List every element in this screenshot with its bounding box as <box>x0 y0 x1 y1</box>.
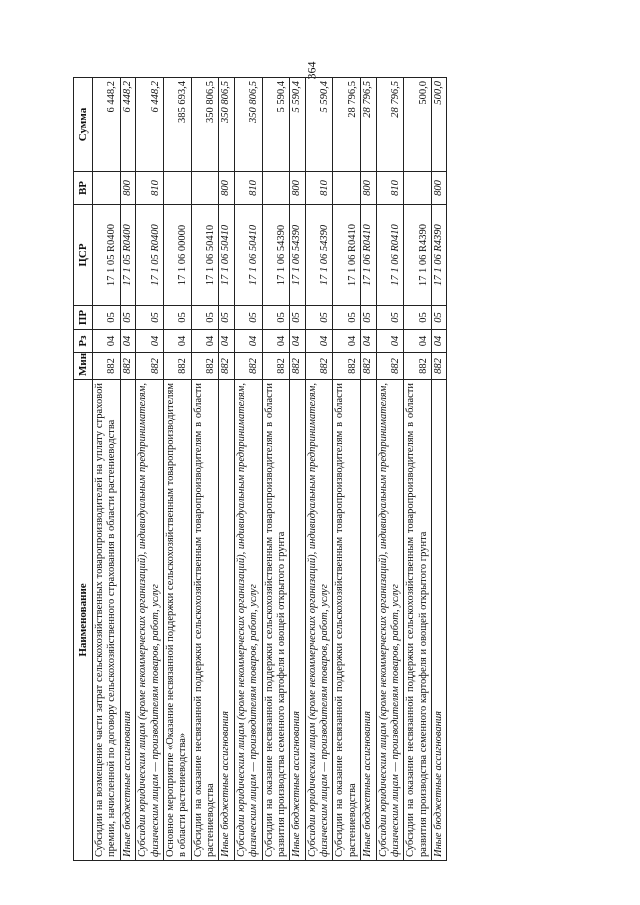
page-number-text: 364 <box>304 61 319 79</box>
cell-name: Субсидии юридическим лицам (кроме некоммерческих организаций), индивидуальным предпринимателям, физическим лицам — производителям товаров, работ, услуг <box>234 380 262 861</box>
cell-vr: 800 <box>219 172 234 205</box>
rotated-table-container <box>73 78 567 861</box>
cell-sum: 5 590,4 <box>262 78 290 172</box>
cell-rz: 04 <box>404 330 432 353</box>
cell-rz: 04 <box>136 330 164 353</box>
cell-csr: 17 1 06 50410 <box>191 205 219 306</box>
cell-name: Иные бюджетные ассигнования <box>290 380 305 861</box>
cell-name: Субсидии на возмещение части затрат сельскохозяйственных товаропроизводителей на уплату страховой премии, начисленной по договору сельскохозяйственного страхования в области растениеводства <box>93 380 121 861</box>
cell-sum: 6 448,2 <box>120 78 135 172</box>
cell-vr <box>163 172 191 205</box>
cell-pr: 05 <box>136 306 164 330</box>
cell-vr <box>262 172 290 205</box>
cell-csr: 17 1 06 R0410 <box>361 205 376 306</box>
cell-pr: 05 <box>234 306 262 330</box>
header-pr: ПР <box>74 306 93 330</box>
cell-sum: 500,0 <box>404 78 432 172</box>
cell-sum: 500,0 <box>432 78 447 172</box>
cell-min: 882 <box>404 353 432 380</box>
cell-rz: 04 <box>163 330 191 353</box>
cell-pr: 05 <box>262 306 290 330</box>
table-row <box>234 78 262 861</box>
cell-pr: 05 <box>219 306 234 330</box>
table-row <box>136 78 164 861</box>
cell-min: 882 <box>234 353 262 380</box>
cell-csr: 17 1 05 R0400 <box>120 205 135 306</box>
cell-sum: 28 796,5 <box>376 78 404 172</box>
cell-vr: 800 <box>361 172 376 205</box>
cell-name: Иные бюджетные ассигнования <box>120 380 135 861</box>
cell-min: 882 <box>376 353 404 380</box>
cell-rz: 04 <box>191 330 219 353</box>
cell-vr <box>93 172 121 205</box>
cell-sum: 6 448,2 <box>93 78 121 172</box>
cell-name: Субсидии на оказание несвязанной поддержки сельскохозяйственным товаропроизводителям в области растениеводства <box>191 380 219 861</box>
cell-csr: 17 1 06 R4390 <box>404 205 432 306</box>
table-row <box>404 78 432 861</box>
table-body <box>93 78 447 861</box>
cell-name: Субсидии юридическим лицам (кроме некоммерческих организаций), индивидуальным предпринимателям, физическим лицам — производителям товаров, работ, услуг <box>136 380 164 861</box>
cell-min: 882 <box>432 353 447 380</box>
cell-csr: 17 1 06 R0410 <box>333 205 361 306</box>
cell-pr: 05 <box>163 306 191 330</box>
cell-pr: 05 <box>305 306 333 330</box>
cell-csr: 17 1 06 54390 <box>305 205 333 306</box>
cell-name: Иные бюджетные ассигнования <box>361 380 376 861</box>
cell-vr: 800 <box>432 172 447 205</box>
cell-pr: 05 <box>333 306 361 330</box>
cell-rz: 04 <box>120 330 135 353</box>
cell-name: Субсидии юридическим лицам (кроме некоммерческих организаций), индивидуальным предпринимателям, физическим лицам — производителям товаров, работ, услуг <box>305 380 333 861</box>
cell-csr: 17 1 06 50410 <box>234 205 262 306</box>
table-row <box>305 78 333 861</box>
cell-vr: 810 <box>136 172 164 205</box>
cell-name: Иные бюджетные ассигнования <box>219 380 234 861</box>
cell-pr: 05 <box>432 306 447 330</box>
cell-pr: 05 <box>376 306 404 330</box>
header-min: Мин <box>74 353 93 380</box>
cell-sum: 28 796,5 <box>333 78 361 172</box>
cell-vr: 810 <box>234 172 262 205</box>
cell-sum: 28 796,5 <box>361 78 376 172</box>
cell-min: 882 <box>136 353 164 380</box>
table-row <box>163 78 191 861</box>
cell-rz: 04 <box>234 330 262 353</box>
table-row <box>333 78 361 861</box>
cell-min: 882 <box>219 353 234 380</box>
cell-min: 882 <box>262 353 290 380</box>
cell-min: 882 <box>120 353 135 380</box>
cell-csr: 17 1 06 54390 <box>290 205 305 306</box>
cell-rz: 04 <box>333 330 361 353</box>
cell-min: 882 <box>333 353 361 380</box>
cell-vr <box>191 172 219 205</box>
cell-name: Субсидии на оказание несвязанной поддержки сельскохозяйственным товаропроизводителям в области растениеводства <box>333 380 361 861</box>
cell-min: 882 <box>163 353 191 380</box>
cell-vr <box>333 172 361 205</box>
cell-sum: 6 448,2 <box>136 78 164 172</box>
header-row <box>74 78 93 861</box>
table-row <box>376 78 404 861</box>
cell-csr: 17 1 06 R0410 <box>376 205 404 306</box>
cell-rz: 04 <box>376 330 404 353</box>
cell-min: 882 <box>305 353 333 380</box>
cell-name: Основное мероприятие «Оказание несвязанной поддержки сельскохозяйственным товаропроизводителям в области растениеводства» <box>163 380 191 861</box>
cell-sum: 350 806,5 <box>219 78 234 172</box>
cell-rz: 04 <box>305 330 333 353</box>
cell-min: 882 <box>361 353 376 380</box>
cell-vr: 800 <box>290 172 305 205</box>
cell-vr <box>404 172 432 205</box>
header-sum: Сумма <box>74 78 93 172</box>
table-row <box>191 78 219 861</box>
cell-sum: 5 590,4 <box>290 78 305 172</box>
cell-rz: 04 <box>290 330 305 353</box>
cell-csr: 17 1 06 00000 <box>163 205 191 306</box>
cell-pr: 05 <box>290 306 305 330</box>
cell-csr: 17 1 06 54390 <box>262 205 290 306</box>
table-row <box>93 78 121 861</box>
cell-csr: 17 1 06 50410 <box>219 205 234 306</box>
cell-name: Субсидии на оказание несвязанной поддержки сельскохозяйственным товаропроизводителям в области развития производства семенного картофеля и овощей открытого грунта <box>404 380 432 861</box>
cell-name: Субсидии на оказание несвязанной поддержки сельскохозяйственным товаропроизводителям в области развития производства семенного картофеля и овощей открытого грунта <box>262 380 290 861</box>
cell-min: 882 <box>290 353 305 380</box>
cell-rz: 04 <box>432 330 447 353</box>
table-row <box>290 78 305 861</box>
cell-sum: 350 806,5 <box>191 78 219 172</box>
header-vr: ВР <box>74 172 93 205</box>
cell-rz: 04 <box>93 330 121 353</box>
cell-csr: 17 1 05 R0400 <box>136 205 164 306</box>
cell-sum: 350 806,5 <box>234 78 262 172</box>
cell-csr: 17 1 06 R4390 <box>432 205 447 306</box>
cell-name: Субсидии юридическим лицам (кроме некоммерческих организаций), индивидуальным предпринимателям, физическим лицам — производителям товаров, работ, услуг <box>376 380 404 861</box>
cell-vr: 810 <box>305 172 333 205</box>
cell-sum: 385 693,4 <box>163 78 191 172</box>
cell-rz: 04 <box>219 330 234 353</box>
cell-csr: 17 1 05 R0400 <box>93 205 121 306</box>
table-row <box>432 78 447 861</box>
budget-table <box>73 77 447 861</box>
cell-pr: 05 <box>361 306 376 330</box>
header-name: Наименование <box>74 380 93 861</box>
cell-pr: 05 <box>404 306 432 330</box>
cell-rz: 04 <box>361 330 376 353</box>
header-csr: ЦСР <box>74 205 93 306</box>
cell-sum: 5 590,4 <box>305 78 333 172</box>
cell-min: 882 <box>191 353 219 380</box>
header-rz: Рз <box>74 330 93 353</box>
cell-rz: 04 <box>262 330 290 353</box>
cell-name: Иные бюджетные ассигнования <box>432 380 447 861</box>
table-row <box>120 78 135 861</box>
table-row <box>262 78 290 861</box>
cell-vr: 800 <box>120 172 135 205</box>
table-row <box>219 78 234 861</box>
cell-min: 882 <box>93 353 121 380</box>
cell-pr: 05 <box>191 306 219 330</box>
cell-vr: 810 <box>376 172 404 205</box>
table-row <box>361 78 376 861</box>
cell-pr: 05 <box>93 306 121 330</box>
cell-pr: 05 <box>120 306 135 330</box>
